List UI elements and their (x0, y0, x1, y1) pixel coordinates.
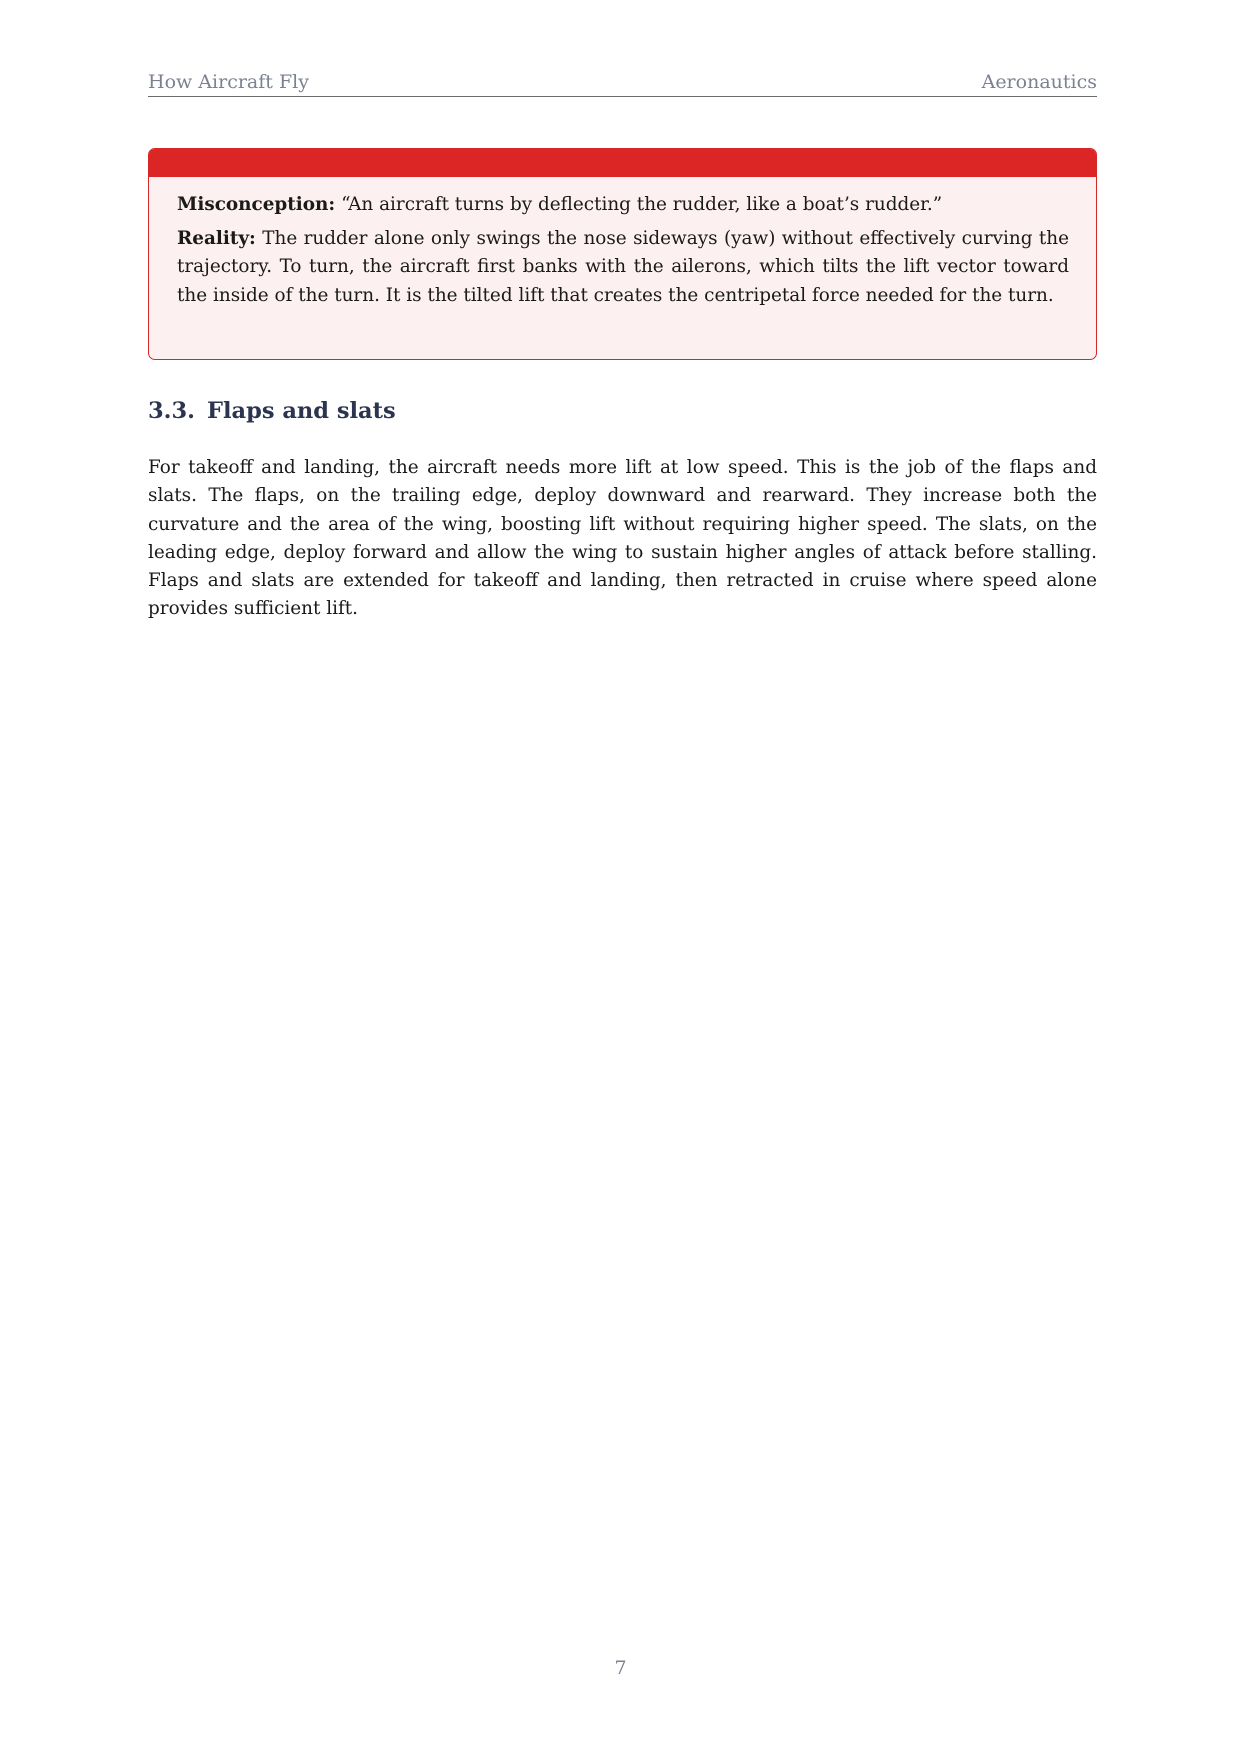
section-number: 3.3. (148, 398, 195, 424)
section-heading (148, 398, 396, 424)
body-paragraph: For takeoff and landing, the aircraft needs more lift at low speed. This is the job of the flaps and slats. The flaps, on the trailing edge, deploy downward and rearward. They increase both the curvature and the area of the wing, boosting lift without requiring higher speed. The slats, on the leading edge, deploy forward and allow the wing to sustain higher angles of attack before stalling. Flaps and slats are extended for takeoff and landing, then retracted in cruise where speed alone provides sufficient lift. (148, 457, 1097, 620)
page-number: 7 (614, 1657, 627, 1679)
misconception-paragraph (177, 191, 1069, 220)
running-header (148, 68, 1097, 97)
callout-body (149, 177, 1096, 310)
misconception-label: Misconception: (177, 194, 336, 215)
reality-text: The rudder alone only swings the nose sideways (yaw) without effectively curving the trajectory. To turn, the aircraft first banks with the ailerons, which tilts the lift vector toward the inside of the turn. It is the tilted lift that creates the centripetal force needed for the turn. (177, 227, 1069, 306)
section-title: Flaps and slats (206, 398, 396, 424)
header-subject: Aeronautics (981, 71, 1097, 93)
misconception-text: “An aircraft turns by deflecting the rudder, like a boat’s rudder.” (341, 194, 943, 215)
callout-title-bar (149, 149, 1096, 177)
reality-label: Reality: (177, 227, 256, 249)
reality-paragraph (177, 225, 1069, 311)
header-title: How Aircraft Fly (148, 71, 309, 93)
misconception-callout (148, 148, 1097, 360)
